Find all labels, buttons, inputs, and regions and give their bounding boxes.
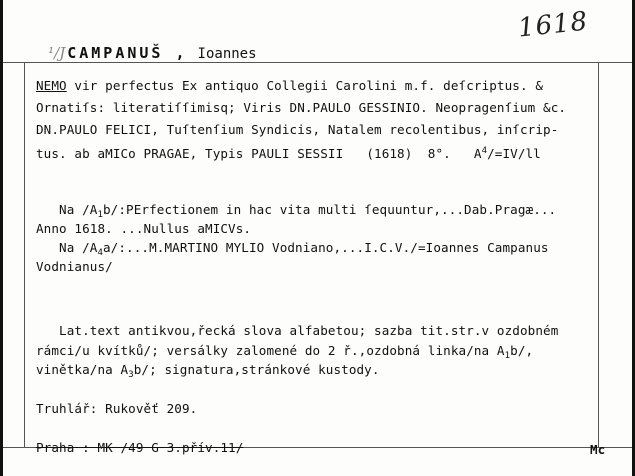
incipit-line-3: Na $/A_4a/:...M.MARTINO$ MYLIO Vodniano,...I.C.V./=Ioannes Campanus — [36, 240, 549, 258]
call-number: 1618 — [516, 6, 590, 44]
card-heading — [12, 26, 257, 80]
notes-line-3: vinětka/na $A_3b/$; signatura,stránkové kustody. — [36, 362, 380, 380]
location-shelfmark: Praha : MK /49 G 3.přív.11/ — [36, 440, 244, 455]
title-keyword: NEMO — [36, 78, 67, 93]
heading-ornament: ¹/J — [48, 44, 66, 62]
description-line-4: tus. ab aMICo PRAGAE, Typis PAULI SESSII (1618) 8°. $A^4/=IV/ll$ — [36, 146, 541, 161]
incipit-line-4: Vodnianus/ — [36, 259, 113, 274]
incipit-line-2: Anno 1618. ...Nullus aMICVs. — [36, 221, 252, 236]
left-margin-line — [24, 62, 25, 448]
description-line-3: DN.PAULO FELICI, Tuſtenſium Syndicis, Natalem recolentibus, inſcrip- — [36, 122, 559, 137]
bibliographic-reference: Truhlář: Rukověť 209. — [36, 401, 198, 416]
card-left-edge — [0, 0, 3, 476]
author-surname: CAMPANUŠ , — [67, 44, 188, 62]
description-line-2: Ornatiſs: literatiſſimisq; Viris DN.PAULO GESSINIO. Neopragenſium &c. — [36, 100, 567, 115]
notes-line-2: rámci/u kvítků/; versálky zalomené do 2 ř.,ozdobná linka/na $A_1b/$, — [36, 343, 534, 361]
author-given-name: Ioannes — [197, 46, 257, 62]
notes-line-1: Lat.text antikvou,řecká slova alfabetou; sazba tit.str.v ozdobném — [36, 323, 559, 338]
collection-mark: Mc — [590, 442, 606, 457]
incipit-line-1: Na $/A_1b/:PErfectionem$ in hac vita multi ſequuntur,...Dab.Pragæ... — [36, 202, 557, 220]
description-line-1: NEMO vir perfectus Ex antiquo Collegii Carolini m.f. deſcriptus. & — [36, 78, 544, 93]
right-margin-line — [598, 62, 599, 448]
